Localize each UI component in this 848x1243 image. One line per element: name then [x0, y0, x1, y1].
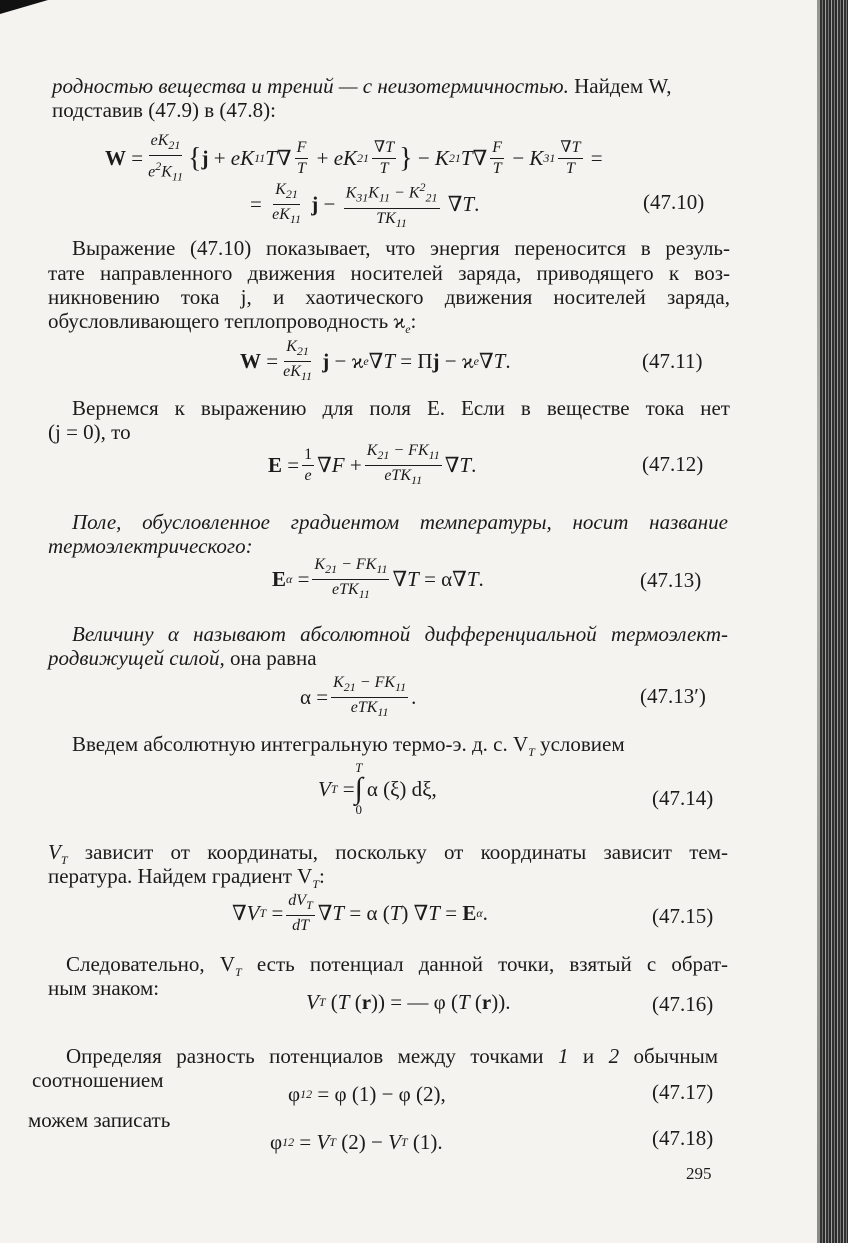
equation-47-15: ∇ V T = $\frac{dV_T}{dT}$ ∇ T = α ( T ) ∇ T = E α .: [232, 892, 488, 935]
equation-number-47-10: (47.10): [643, 190, 705, 214]
text-span: пература. Найдем градиент V: [48, 864, 313, 888]
text-span: Определяя разность потенциалов между точками: [66, 1044, 558, 1068]
paragraph-9-line-1: можем записать: [28, 1108, 171, 1132]
equation-number-47-13: (47.13): [640, 568, 702, 592]
text-span: обусловливающего теплопроводность ϰ: [48, 309, 406, 333]
text-span: зависит от координаты, поскольку от координаты зависит тем-: [67, 840, 728, 864]
text-line-2: подставив (47.9) в (47.8):: [52, 98, 276, 122]
text-span: обычным: [619, 1044, 718, 1068]
paragraph-4-line-2: [48, 646, 317, 670]
paragraph-7-line-1: Следовательно, $V_T$ есть потенциал данной точки, взятый с обрат-: [66, 952, 728, 980]
equation-number-47-17: (47.17): [652, 1080, 714, 1104]
paragraph-1-line-3: никновению тока j, и хаотического движения носителей заряда,: [48, 285, 730, 309]
paragraph-2-line-1: Вернемся к выражению для поля E. Если в веществе тока нет: [72, 396, 730, 420]
book-spine: [820, 0, 848, 1243]
equation-number-47-15: (47.15): [652, 904, 714, 928]
paragraph-4-line-1: Величину α называют абсолютной дифференциальной термоэлект-: [72, 622, 728, 646]
text-span: Найдем W,: [568, 74, 672, 98]
paragraph-1-line-2: тате направленного движения носителей заряда, приводящего к воз-: [48, 261, 730, 285]
equation-47-10-line2: = $\frac{K_{21}}{eK_{11}}$ j − $\frac{K_{31}K_{11} - K^2_{21}}{TK_{11}}$ ∇ T .: [250, 180, 480, 230]
text-span: она равна: [224, 646, 317, 670]
equation-number-47-12: (47.12): [642, 452, 704, 476]
equation-47-17: φ 12 = φ (1) − φ (2),: [288, 1082, 446, 1106]
equation-number-47-18: (47.18): [652, 1126, 714, 1150]
text-span: Следовательно, V: [66, 952, 235, 976]
text-span: 1: [557, 1044, 569, 1068]
page-number: 295: [686, 1164, 712, 1183]
equation-47-16: V T ( T ( r )) = — φ ( T ( r )).: [306, 990, 511, 1014]
equation-number-47-16: (47.16): [652, 992, 714, 1016]
text-line-1: [52, 74, 672, 98]
italic-phrase: родвижущей силой,: [48, 646, 225, 670]
text-span: условием: [534, 732, 625, 756]
equation-47-18: φ 12 = V T (2) − V T (1).: [270, 1130, 443, 1154]
paragraph-8-line-1: [66, 1044, 718, 1068]
equation-47-13-prime: α = $\frac{K_{21} - FK_{11}}{eTK_{11}}$ .: [300, 674, 417, 720]
equation-number-47-14: (47.14): [652, 786, 714, 810]
paragraph-3-line-1: Поле, обусловленное градиентом температуры, носит название: [72, 510, 728, 534]
equation-47-13: E α = $\frac{K_{21} - FK_{11}}{eTK_{11}}$ ∇ T = α∇ T .: [272, 556, 484, 602]
equation-47-12: E = $\frac{1}{e}$ ∇ F + $\frac{K_{21} - FK_{11}}{eTK_{11}}$ ∇ T .: [268, 442, 477, 488]
paragraph-1-line-1: Выражение (47.10) показывает, что энергия переносится в резуль-: [72, 236, 730, 260]
text-span: есть потенциал данной точки, взятый с обрат-: [241, 952, 728, 976]
equation-number-47-13-prime: (47.13′): [640, 684, 706, 708]
text-span: и: [568, 1044, 609, 1068]
paragraph-5-line-1: Введем абсолютную интегральную термо-э. д. с. $V_T$ условием: [72, 732, 625, 760]
paragraph-7-line-2: ным знаком:: [48, 976, 160, 1000]
text-span: V: [48, 840, 61, 864]
paragraph-3-line-2: термоэлектрического:: [48, 534, 253, 558]
equation-47-10-line1: W = $\frac{eK_{21}}{e^2K_{11}}$ { j + eK 11 T ∇ $\frac{F}{T}$ + eK 21 $\frac{\nabla T}{T}$ } − K 21 T ∇ $\frac{F}{T}$ − K 31 $\frac{\nabla T}{T}$ =: [105, 132, 603, 184]
paragraph-1-line-4: обусловливающего теплопроводность $ϰ_e$:: [48, 309, 417, 337]
paragraph-6-line-1: $V_T$ зависит от координаты, поскольку от координаты зависит тем-: [48, 840, 728, 868]
italic-phrase: родностью вещества и трений — с неизотермичностью.: [52, 74, 569, 98]
scan-corner-mark: [0, 0, 48, 14]
text-span: 2: [608, 1044, 620, 1068]
equation-number-47-11: (47.11): [642, 349, 703, 373]
paragraph-2-line-2: (j = 0), то: [48, 420, 131, 444]
paragraph-8-line-2: соотношением: [32, 1068, 164, 1092]
equation-47-14: V T = T ∫ 0 α (ξ) d ξ,: [318, 760, 437, 817]
paragraph-6-line-2: пература. Найдем градиент $V_T$:: [48, 864, 325, 892]
equation-47-11: W = $\frac{K_{21}}{eK_{11}}$ j − ϰ e ∇ T = Π j − ϰ e ∇ T .: [240, 338, 511, 384]
text-span: Введем абсолютную интегральную термо-э. д. с. V: [72, 732, 529, 756]
